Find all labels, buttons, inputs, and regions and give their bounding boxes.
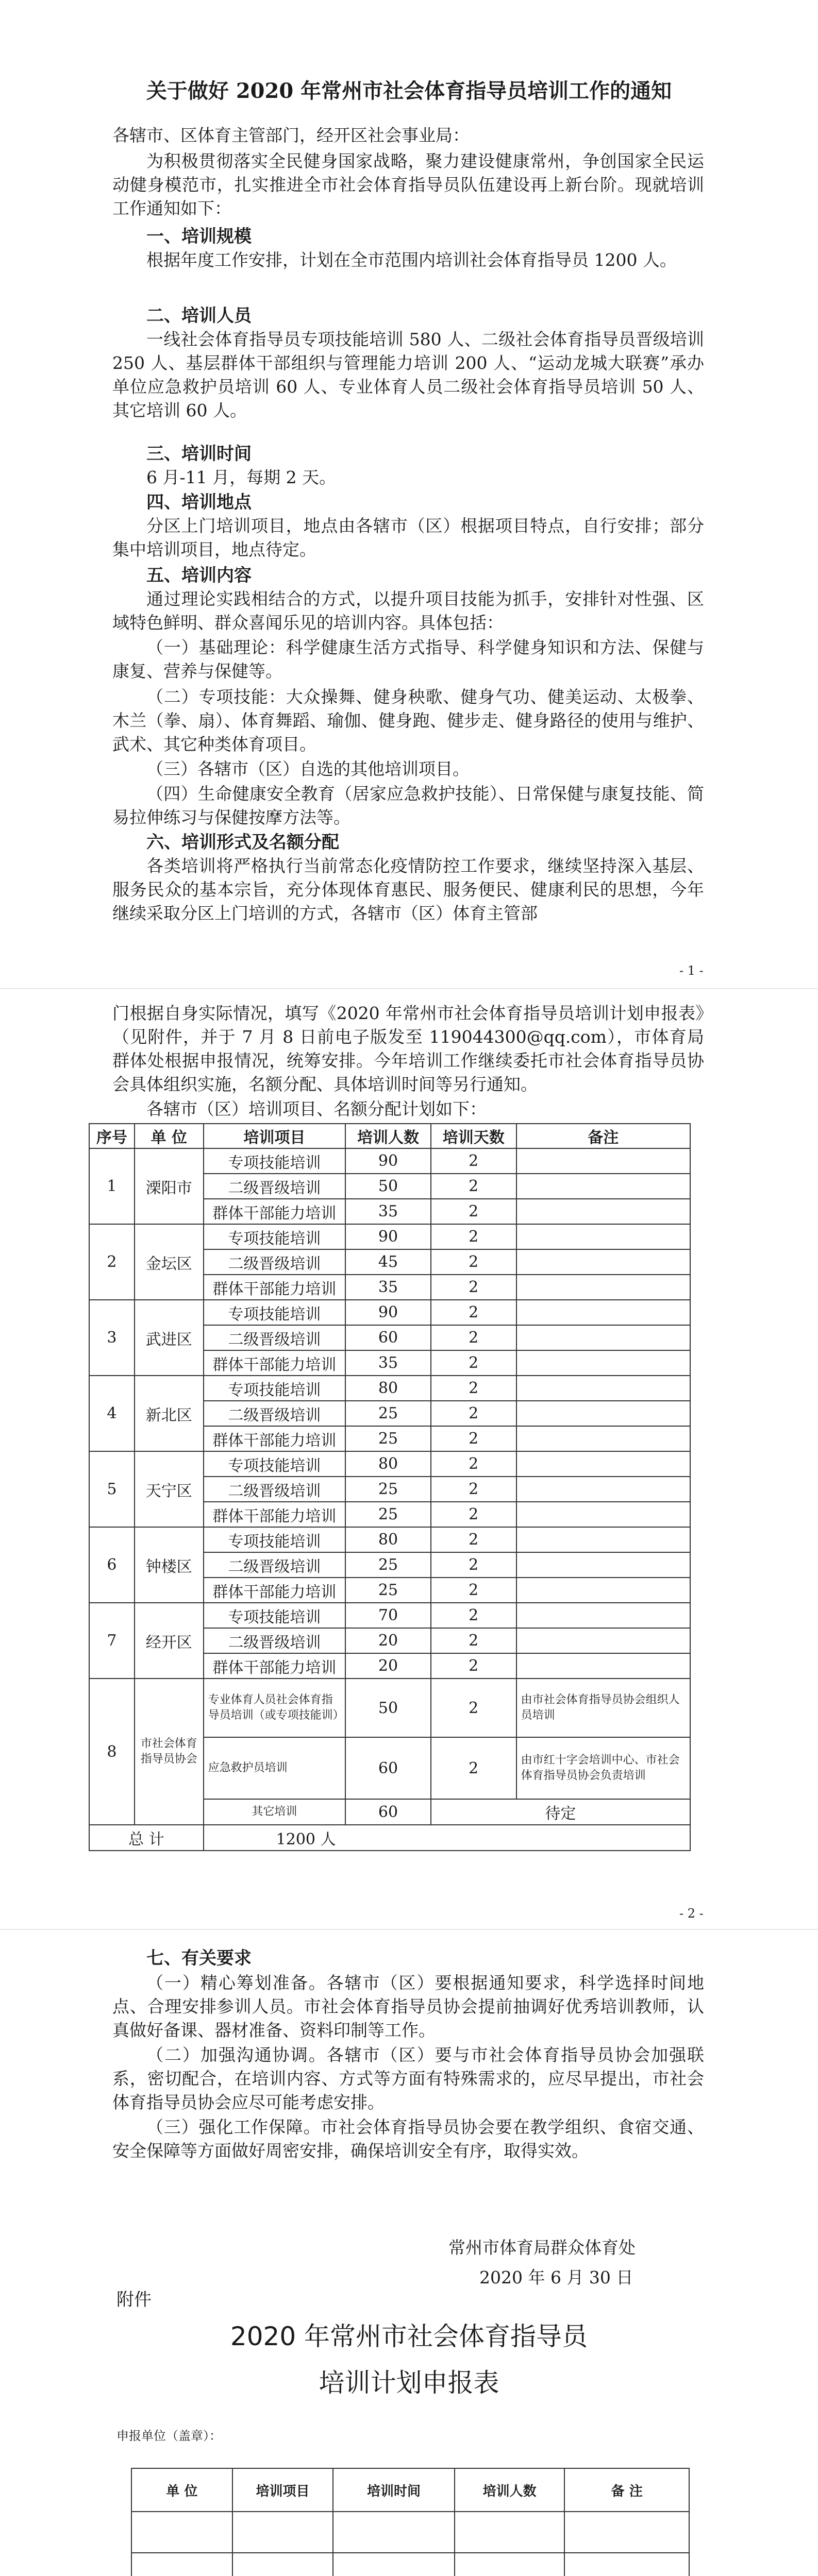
- cell-count: 90: [345, 1300, 431, 1325]
- cell-item: 二级晋级培训: [204, 1477, 346, 1502]
- total-label: 总 计: [89, 1825, 204, 1851]
- section-7-heading: 七、有关要求: [146, 1948, 252, 1969]
- page-divider: [0, 988, 818, 989]
- row8-item-c: 其它培训: [204, 1799, 346, 1825]
- cell-days: 2: [431, 1578, 516, 1603]
- cell-item: 群体干部能力培训: [204, 1350, 346, 1376]
- cell-item: 专项技能培训: [204, 1527, 346, 1552]
- cell-days: 2: [431, 1527, 516, 1552]
- cell-days: 2: [431, 1653, 516, 1679]
- cell-unit: 武进区: [135, 1300, 204, 1376]
- cell-days: 2: [431, 1628, 516, 1653]
- section-1-body: 根据年度工作安排，计划在全市范围内培训社会体育指导员 1200 人。: [146, 250, 677, 270]
- cell-days: 2: [431, 1249, 516, 1275]
- cell-days: 2: [431, 1300, 516, 1325]
- cell-note: [516, 1350, 690, 1376]
- row8-count-b: 60: [345, 1737, 431, 1799]
- header-unit: 单 位: [135, 1124, 204, 1148]
- cell-unit: 金坛区: [135, 1224, 204, 1300]
- cell-note: [516, 1628, 690, 1653]
- cell-item: 专项技能培训: [204, 1148, 346, 1174]
- cell-item: 群体干部能力培训: [204, 1199, 346, 1224]
- cell-count: 50: [345, 1174, 431, 1199]
- cell-item: 专项技能培训: [204, 1300, 346, 1325]
- cell-count: 80: [345, 1376, 431, 1401]
- section-5-item-3: （三）各辖市（区）自选的其他培训项目。: [146, 759, 470, 779]
- cell-unit: 经开区: [135, 1603, 204, 1679]
- attachment-label: 附件: [116, 2290, 152, 2310]
- cell-count: 35: [345, 1199, 431, 1224]
- table-row: [89, 1679, 690, 1737]
- cell-item: 二级晋级培训: [204, 1174, 346, 1199]
- section-7-item-1: （一）精心筹划准备。各辖市（区）要根据通知要求，科学选择时间地点、合理安排参训人员。市社会体育指导员协会提前抽调好优秀培训教师，认真做好备课、器材准备、资料印制等工作。: [112, 1973, 704, 2040]
- cell-count: 20: [345, 1628, 431, 1653]
- cell-note: [516, 1275, 690, 1300]
- plan-table: [131, 2468, 690, 2576]
- cell-days: 2: [431, 1376, 516, 1401]
- cell-days: 2: [431, 1148, 516, 1174]
- plan-header-row: [131, 2468, 689, 2512]
- cell-item: 群体干部能力培训: [204, 1578, 346, 1603]
- cell-unit: 溧阳市: [135, 1148, 204, 1224]
- section-5-item-2: （二）专项技能：大众操舞、健身秧歌、健身气功、健美运动、太极拳、木兰（拳、扇）、体育舞蹈、瑜伽、健身跑、健步走、健身路径的使用与维护、武术、其它种类体育项目。: [112, 687, 704, 754]
- allocation-table-body: [89, 1148, 690, 1851]
- cell-count: 25: [345, 1502, 431, 1527]
- cell-item: 群体干部能力培训: [204, 1275, 346, 1300]
- row8-note-b: 由市红十字会培训中心、市社会体育指导员协会负责培训: [516, 1737, 690, 1799]
- cell-item: 群体干部能力培训: [204, 1502, 346, 1527]
- cell-note: [516, 1148, 690, 1174]
- header-days: 培训天数: [431, 1124, 516, 1148]
- cell-days: 2: [431, 1552, 516, 1578]
- section-3-heading: 三、培训时间: [146, 444, 252, 464]
- cell-count: 45: [345, 1249, 431, 1275]
- section-7-item-2: （二）加强沟通协调。各辖市（区）要与市社会体育指导员协会加强联系，密切配合，在培训内容、方式等方面有特殊需求的，应尽早提出，市社会体育指导员协会应尽可能考虑安排。: [112, 2045, 704, 2112]
- cell-item: 二级晋级培训: [204, 1249, 346, 1275]
- section-4-heading: 四、培训地点: [146, 492, 252, 513]
- plan-header-item: 培训项目: [232, 2468, 333, 2512]
- header-note: 备注: [516, 1124, 690, 1148]
- section-5-item-1: （一）基础理论：科学健康生活方式指导、科学健身知识和方法、保健与康复、营养与保健等。: [112, 637, 704, 681]
- cell-item: 群体干部能力培训: [204, 1653, 346, 1679]
- cell-note: [516, 1527, 690, 1552]
- attachment-title-line-1: 2020 年常州市社会体育指导员: [230, 2321, 588, 2351]
- row8-no: 8: [89, 1679, 135, 1825]
- cell-no: 5: [89, 1451, 135, 1527]
- section-5-body: 通过理论实践相结合的方式，以提升项目技能为抓手，安排针对性强、区域特色鲜明、群众喜闻乐见的培训内容。具体包括：: [112, 589, 704, 633]
- cell-count: 90: [345, 1148, 431, 1174]
- cell-no: 7: [89, 1603, 135, 1679]
- section-5-item-4: （四）生命健康安全教育（居家应急救护技能）、日常保健与康复技能、简易拉伸练习与保健按摩方法等。: [112, 784, 704, 827]
- plan-empty-row: [131, 2553, 689, 2576]
- cell-count: 35: [345, 1350, 431, 1376]
- cell-days: 2: [431, 1350, 516, 1376]
- plan-header-note: 备 注: [564, 2468, 689, 2512]
- section-7-item-3: （三）强化工作保障。市社会体育指导员协会要在教学组织、食宿交通、安全保障等方面做好周密安排，确保培训安全有序，取得实效。: [112, 2117, 704, 2161]
- section-2-heading: 二、培训人员: [146, 306, 252, 326]
- cell-no: 2: [89, 1224, 135, 1300]
- table-row: [89, 1148, 690, 1174]
- cell-note: [516, 1578, 690, 1603]
- header-no: 序号: [89, 1124, 135, 1148]
- cell-days: 2: [431, 1325, 516, 1350]
- cell-note: [516, 1653, 690, 1679]
- section-2-body: 一线社会体育指导员专项技能培训 580 人、二级社会体育指导员晋级培训 250 人、基层群体干部组织与管理能力培训 200 人、“运动龙城大联赛”承办单位应急救护员培训 60 人、专业体育人员二级社会体育指导员培训 50 人、其它培训 60 人。: [112, 329, 704, 420]
- cell-note: [516, 1300, 690, 1325]
- cell-unit: 钟楼区: [135, 1527, 204, 1603]
- plan-header-unit: 单 位: [131, 2468, 232, 2512]
- cell-item: 专项技能培训: [204, 1603, 346, 1628]
- applicant-label: 申报单位（盖章）：: [116, 2429, 222, 2443]
- cell-note: [516, 1249, 690, 1275]
- cell-days: 2: [431, 1275, 516, 1300]
- header-count: 培训人数: [345, 1124, 431, 1148]
- signature-org: 常州市体育局群众体育处: [448, 2238, 636, 2258]
- cell-days: 2: [431, 1477, 516, 1502]
- cell-item: 专项技能培训: [204, 1376, 346, 1401]
- cell-note: [516, 1426, 690, 1451]
- table-row: [89, 1224, 690, 1249]
- cell-count: 90: [345, 1224, 431, 1249]
- cell-item: 专项技能培训: [204, 1224, 346, 1249]
- cell-days: 2: [431, 1174, 516, 1199]
- section-1-heading: 一、培训规模: [146, 226, 252, 247]
- cell-days: 2: [431, 1451, 516, 1477]
- cell-note: [516, 1376, 690, 1401]
- signature-date: 2020 年 6 月 30 日: [479, 2267, 633, 2287]
- cell-no: 4: [89, 1376, 135, 1451]
- cell-count: 25: [345, 1401, 431, 1426]
- cell-count: 20: [345, 1653, 431, 1679]
- section-5-heading: 五、培训内容: [146, 565, 252, 586]
- row8-item-b: 应急救护员培训: [204, 1737, 346, 1799]
- cell-count: 25: [345, 1477, 431, 1502]
- cell-count: 80: [345, 1527, 431, 1552]
- cell-note: [516, 1451, 690, 1477]
- cell-days: 2: [431, 1502, 516, 1527]
- cell-item: 二级晋级培训: [204, 1325, 346, 1350]
- table-row: [89, 1376, 690, 1401]
- cell-count: 80: [345, 1451, 431, 1477]
- cell-item: 专项技能培训: [204, 1451, 346, 1477]
- section-6-body-3: 各辖市（区）培训项目、名额分配计划如下：: [146, 1099, 487, 1119]
- cell-days: 2: [431, 1199, 516, 1224]
- page-divider: [0, 1929, 818, 1930]
- cell-no: 3: [89, 1300, 135, 1376]
- cell-days: 2: [431, 1401, 516, 1426]
- cell-no: 6: [89, 1527, 135, 1603]
- cell-count: 60: [345, 1325, 431, 1350]
- table-total-row: [89, 1825, 690, 1851]
- cell-note: [516, 1502, 690, 1527]
- plan-header-count: 培训人数: [455, 2468, 565, 2512]
- row8-unit: 市社会体育指导员协会: [135, 1679, 204, 1825]
- table-row: [89, 1300, 690, 1325]
- row8-count-a: 50: [345, 1679, 431, 1737]
- cell-count: 35: [345, 1275, 431, 1300]
- cell-days: 2: [431, 1426, 516, 1451]
- cell-no: 1: [89, 1148, 135, 1224]
- section-6-heading: 六、培训形式及名额分配: [146, 832, 339, 853]
- cell-unit: 新北区: [135, 1376, 204, 1451]
- cell-note: [516, 1174, 690, 1199]
- cell-note: [516, 1199, 690, 1224]
- cell-item: 二级晋级培训: [204, 1552, 346, 1578]
- cell-unit: 天宁区: [135, 1451, 204, 1527]
- cell-note: [516, 1325, 690, 1350]
- intro-paragraph: 为积极贯彻落实全民健身国家战略，聚力建设健康常州，争创国家全民运动健身模范市，扎实推进全市社会体育指导员队伍建设再上新台阶。现就培训工作通知如下：: [112, 151, 704, 218]
- table-row: [89, 1527, 690, 1552]
- cell-count: 25: [345, 1426, 431, 1451]
- section-3-body: 6 月-11 月，每期 2 天。: [146, 467, 337, 487]
- cell-note: [516, 1603, 690, 1628]
- cell-count: 70: [345, 1603, 431, 1628]
- section-4-body: 分区上门培训项目，地点由各辖市（区）根据项目特点，自行安排；部分集中培训项目，地点待定。: [112, 516, 704, 560]
- row8-days-a: 2: [431, 1679, 516, 1737]
- cell-item: 群体干部能力培训: [204, 1426, 346, 1451]
- page-number-1: - 1 -: [679, 963, 704, 978]
- row8-count-c: 60: [345, 1799, 431, 1825]
- cell-count: 25: [345, 1578, 431, 1603]
- section-6-body-1: 各类培训将严格执行当前常态化疫情防控工作要求，继续坚持深入基层、服务民众的基本宗旨，充分体现体育惠民、服务便民、健康利民的思想，今年继续采取分区上门培训的方式，各辖市（区）体育主管部: [112, 856, 704, 923]
- cell-count: 25: [345, 1552, 431, 1578]
- cell-days: 2: [431, 1224, 516, 1249]
- row8-item-a: 专业体育人员社会体育指导员培训（或专项技能训）: [204, 1679, 346, 1737]
- header-item: 培训项目: [204, 1124, 346, 1148]
- plan-header-time: 培训时间: [333, 2468, 455, 2512]
- table-row: [89, 1603, 690, 1628]
- table-header-row: [89, 1124, 690, 1148]
- document-title: 关于做好 2020 年常州市社会体育指导员培训工作的通知: [146, 79, 672, 103]
- cell-note: [516, 1552, 690, 1578]
- attachment-title-line-2: 培训计划申报表: [319, 2368, 499, 2398]
- cell-note: [516, 1224, 690, 1249]
- cell-item: 二级晋级培训: [204, 1401, 346, 1426]
- page-number-2: - 2 -: [679, 1906, 704, 1921]
- cell-item: 二级晋级培训: [204, 1628, 346, 1653]
- row8-days-b: 2: [431, 1737, 516, 1799]
- row8-note-c: 待定: [431, 1799, 690, 1825]
- cell-note: [516, 1477, 690, 1502]
- section-6-body-2: 门根据自身实际情况，填写《2020 年常州市社会体育指导员培训计划申报表》（见附件，并于 7 月 8 日前电子版发至 119044300@qq.com），市体育局群体处根据申报情况，统筹安排。今年培训工作继续委托市社会体育指导员协会具体组织实施，名额分配、具体培训时间等另行通知。: [112, 1003, 704, 1094]
- allocation-table: [89, 1123, 691, 1851]
- table-row: [89, 1451, 690, 1477]
- row8-note-a: 由市社会体育指导员协会组织人员培训: [516, 1679, 690, 1737]
- total-value: 1200 人: [204, 1825, 690, 1851]
- plan-empty-row: [131, 2512, 689, 2553]
- cell-note: [516, 1401, 690, 1426]
- salutation: 各辖市、区体育主管部门，经开区社会事业局：: [112, 125, 470, 145]
- cell-days: 2: [431, 1603, 516, 1628]
